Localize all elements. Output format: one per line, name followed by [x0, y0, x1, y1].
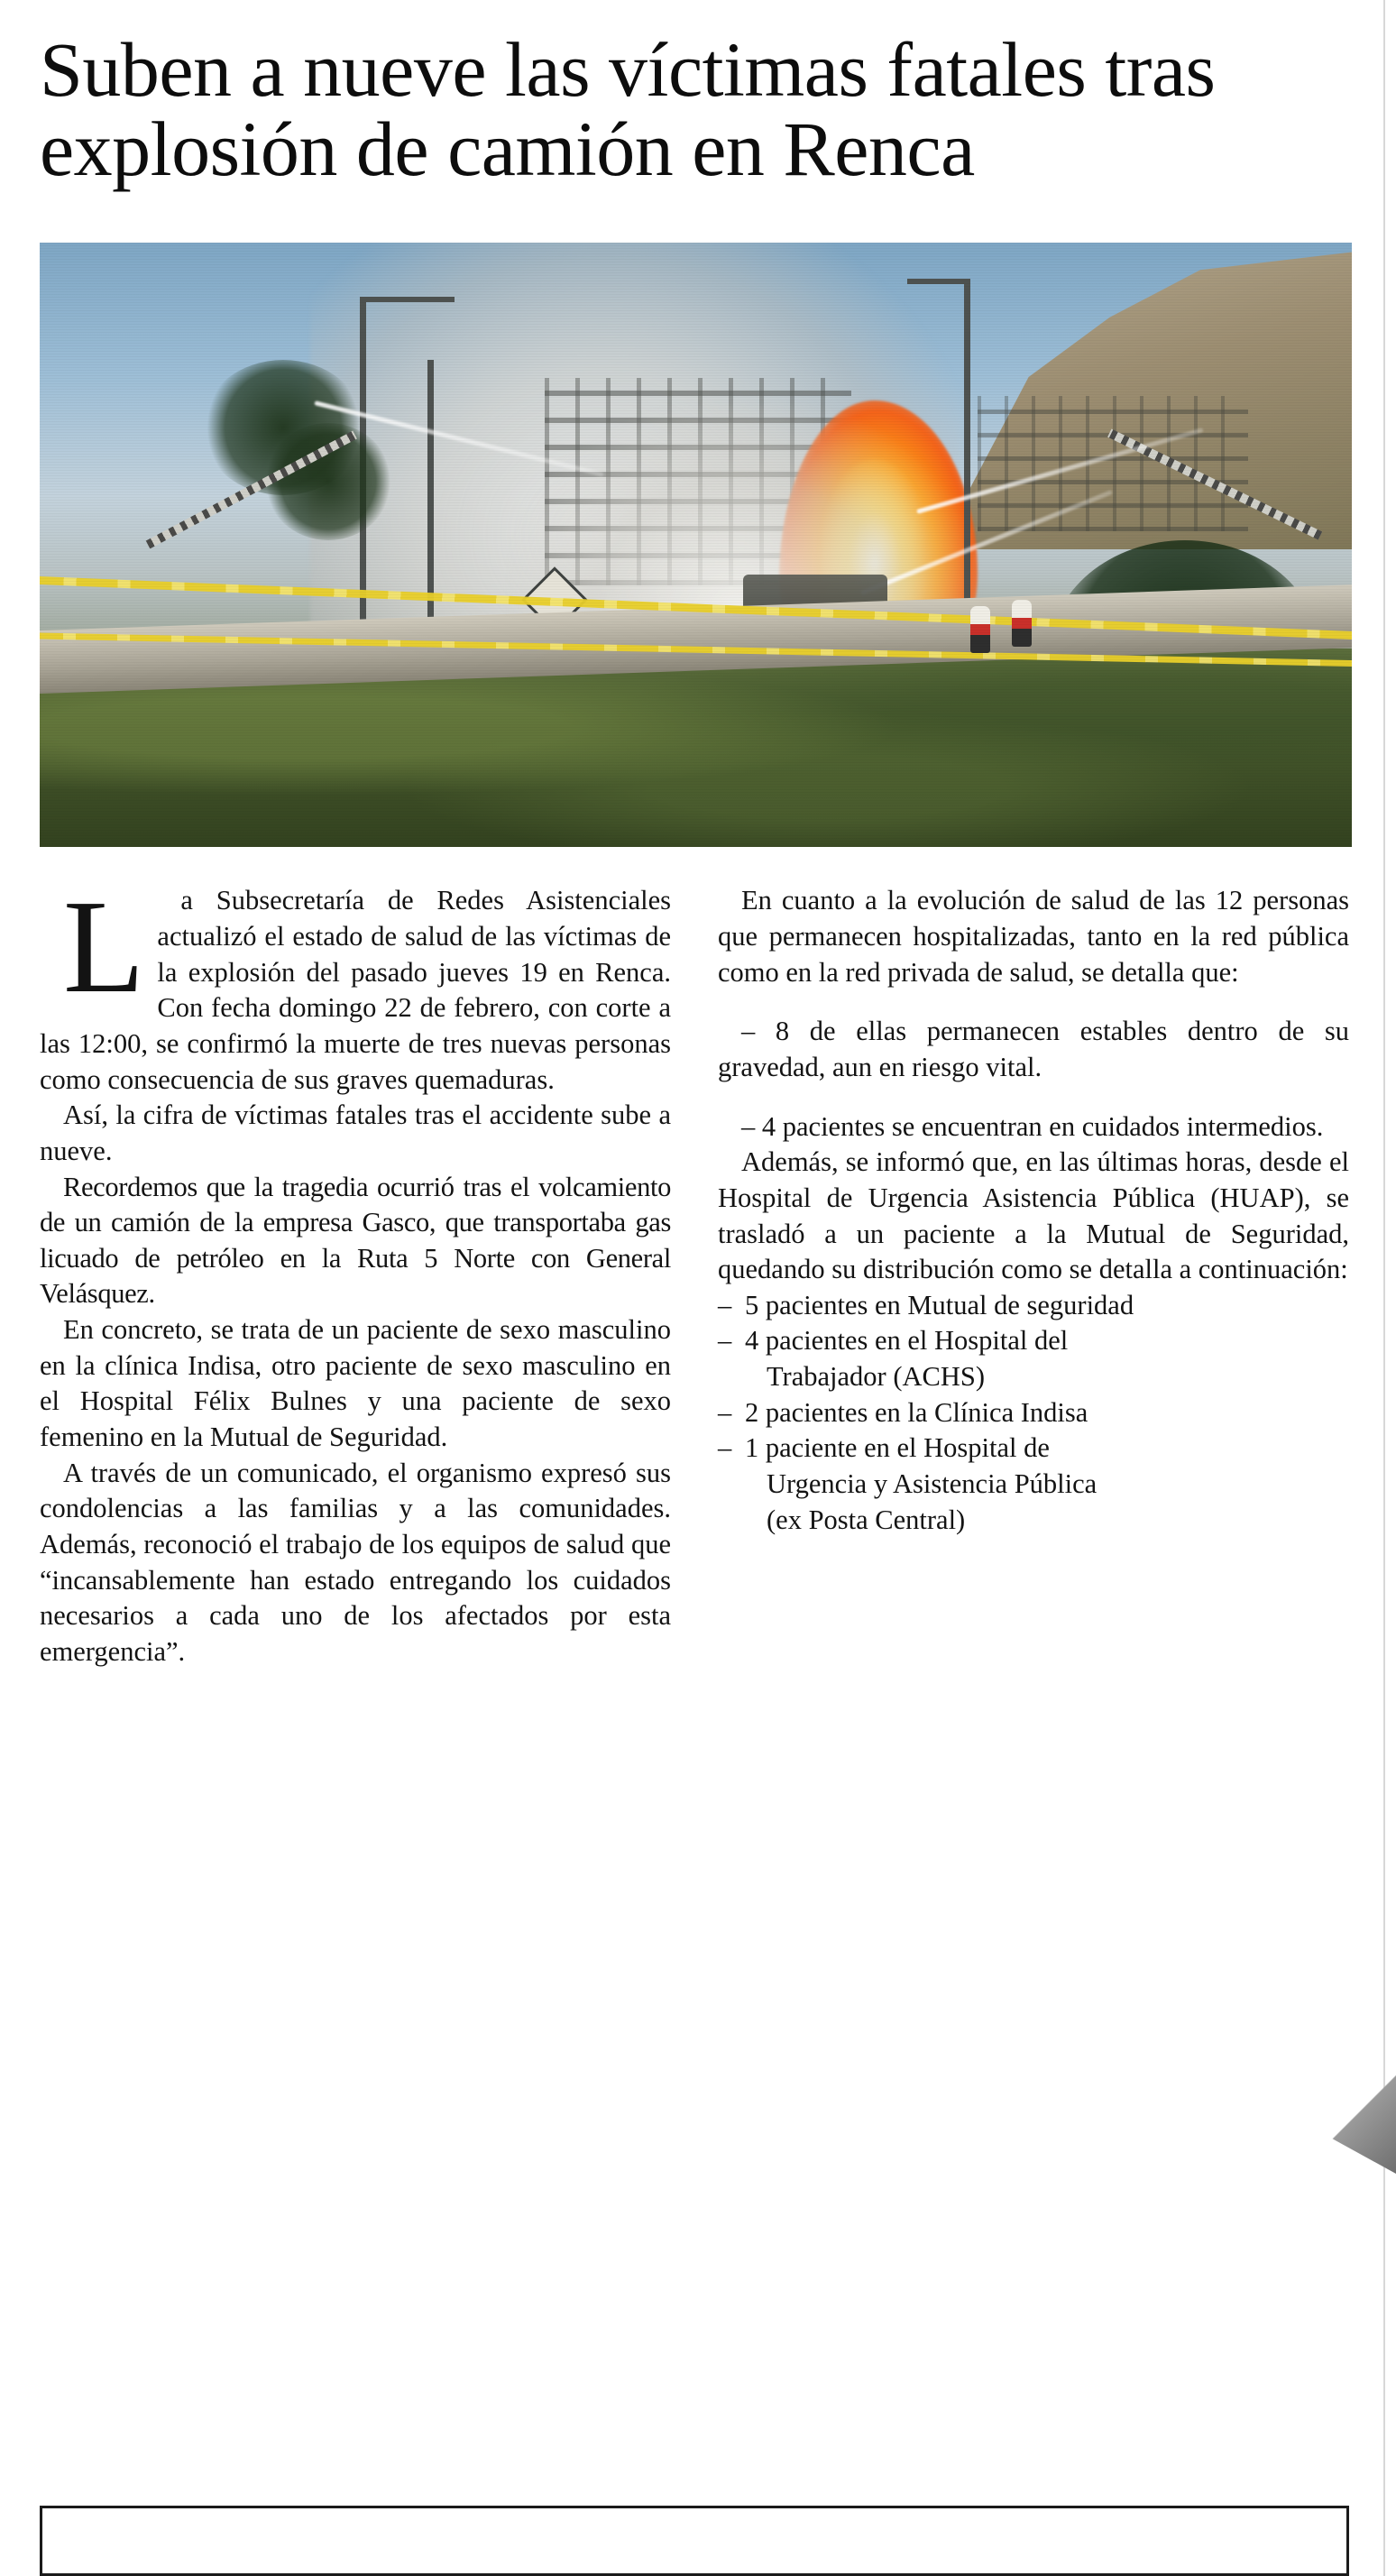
photo-firefighter-2 [1012, 600, 1032, 647]
list-item [718, 1395, 1349, 1431]
page-edge-rule [1383, 0, 1385, 2576]
right-paragraph-1: En cuanto a la evolución de salud de las 12 personas que permanecen hospitalizadas, tanto en la red pública como en la red privada de salud, se detalla que: [718, 885, 1349, 988]
list-item-label: 4 pacientes en el Hospital del [745, 1325, 1069, 1357]
list-dash: – [718, 1396, 732, 1428]
right-paragraph-2: Además, se informó que, en las últimas horas, desde el Hospital de Urgencia Asistencia Pública (HUAP), se trasladó a un paciente a la Mutual de Seguridad, quedando su distribución como se detalla a continuación: [718, 1146, 1349, 1285]
list-item-label: 1 paciente en el Hospital de [745, 1432, 1050, 1464]
paragraph-3: Recordemos que la tragedia ocurrió tras el volcamiento de un camión de la empresa Gasco, que transportaba gas licuado de petróleo en la Ruta 5 Norte con General Velásquez. [40, 1171, 671, 1310]
photo-scene [40, 243, 1352, 847]
body-column-left [40, 873, 671, 1670]
photo-light-pole-arm-2 [907, 279, 970, 284]
right-bullet-1: – 8 de ellas permanecen estables dentro de su gravedad, aun en riesgo vital. [718, 1016, 1349, 1082]
patient-distribution-list [718, 1288, 1349, 1538]
paragraph-lead [40, 873, 671, 1098]
bottom-frame [40, 2506, 1349, 2576]
article-page [40, 0, 1356, 1670]
list-dash: – [718, 1432, 732, 1464]
photo-structure-right [978, 396, 1248, 531]
right-bullet-2: – 4 pacientes se encuentran en cuidados intermedios. [741, 1110, 1324, 1142]
photo-light-pole-arm-1 [360, 297, 455, 302]
list-item-label: 2 pacientes en la Clínica Indisa [745, 1396, 1088, 1428]
drop-cap: L [63, 873, 145, 1022]
article-body [40, 873, 1352, 1670]
paragraph-5: A través de un comunicado, el organismo expresó sus condolencias a las familias y a las comunidades. Además, reconoció el trabajo de los equipos de salud que “incansablemente han estado entregando los cuidados necesarios a cada uno de los afectados por esta emergencia”. [40, 1457, 671, 1667]
list-item [718, 1288, 1349, 1324]
page-title: Suben a nueve las víctimas fatales tras explosión de camión en Renca [40, 26, 1216, 192]
list-item-label-cont: Trabajador (ACHS) [767, 1361, 986, 1393]
paragraph-lead-text: a Subsecretaría de Redes Asistenciales actualizó el estado de salud de las víctimas de la explosión del pasado jueves 19 en Renca. Con fecha domingo 22 de febrero, con corte a las 12:00, se confirmó la muerte de tres nuevas personas como consecuencia de sus graves quemaduras. [40, 885, 671, 1095]
list-item [718, 1431, 1349, 1538]
list-item-label-cont: Urgencia y Asistencia Pública [767, 1468, 1098, 1500]
body-column-right [718, 883, 1349, 1670]
list-item [718, 1323, 1349, 1394]
paragraph-2: Así, la cifra de víctimas fatales tras el accidente sube a nueve. [40, 1099, 671, 1166]
article-photo [40, 243, 1352, 847]
photo-firefighter-1 [970, 606, 990, 653]
list-item-label: 5 pacientes en Mutual de seguridad [745, 1289, 1134, 1320]
list-dash: – [718, 1289, 732, 1320]
list-dash: – [718, 1325, 732, 1357]
paragraph-4: En concreto, se trata de un paciente de sexo masculino en la clínica Indisa, otro paciente de sexo masculino en el Hospital Félix Bulnes y una paciente de sexo femenino en la Mutual de Seguridad. [40, 1314, 671, 1453]
photo-palm-2 [265, 423, 391, 540]
list-item-label-cont2: (ex Posta Central) [767, 1504, 966, 1535]
page-corner-mark [1315, 2075, 1396, 2174]
